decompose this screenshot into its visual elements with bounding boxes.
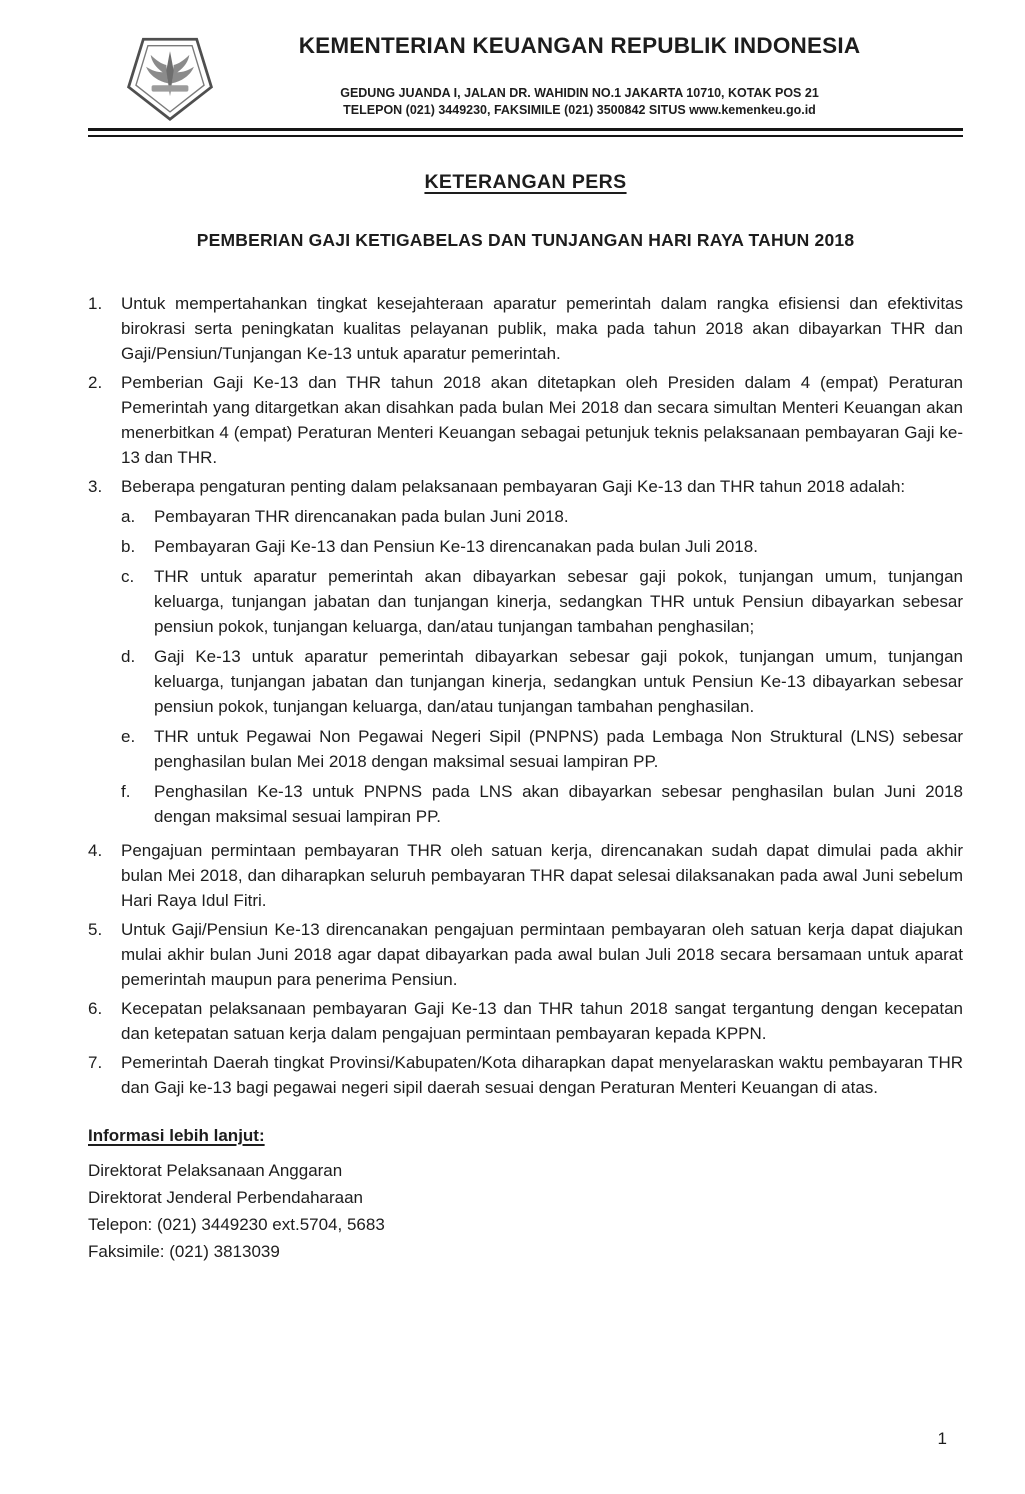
- document-title: KETERANGAN PERS: [424, 171, 627, 193]
- contact-line: Faksimile: (021) 3813039: [88, 1242, 280, 1261]
- list-item-marker: 2.: [88, 373, 103, 392]
- sub-list-item: [121, 504, 963, 529]
- list-item: [88, 917, 963, 992]
- list-item-marker: 6.: [88, 999, 103, 1018]
- list-item-marker: 5.: [88, 920, 103, 939]
- sub-item-text: THR untuk aparatur pemerintah akan dibayarkan sebesar gaji pokok, tunjangan umum, tunjangan keluarga, tunjangan jabatan dan tunjangan kinerja, sedangkan THR untuk Pensiun dibayarkan sebesar pensiun pokok, tunjangan keluarga, dan/atau tunjangan tambahan penghasilan;: [154, 567, 963, 636]
- sub-item-text: THR untuk Pegawai Non Pegawai Negeri Sipil (PNPNS) pada Lembaga Non Struktural (LNS) sebesar penghasilan bulan Mei 2018 dengan maksimal sesuai lampiran PP.: [154, 727, 963, 771]
- list-item-text: Pemberian Gaji Ke-13 dan THR tahun 2018 akan ditetapkan oleh Presiden dalam 4 (empat) Peraturan Pemerintah yang ditargetkan akan disahkan pada bulan Mei 2018 dan secara simultan Menteri Keuangan akan menerbitkan 4 (empat) Peraturan Menteri Keuangan sebagai petunjuk teknis pelaksanaan pembayaran Gaji ke-13 dan THR.: [121, 373, 963, 467]
- address-line-2: TELEPON (021) 3449230, FAKSIMILE (021) 3500842 SITUS www.kemenkeu.go.id: [343, 103, 816, 117]
- contact-line: Direktorat Jenderal Perbendaharaan: [88, 1188, 364, 1207]
- list-item: [88, 996, 963, 1046]
- list-item-text: Untuk mempertahankan tingkat kesejahteraan aparatur pemerintah dalam rangka efisiensi dan efektivitas birokrasi serta peningkatan kualitas pelayanan publik, maka pada tahun 2018 akan dibayarkan THR dan Gaji/Pensiun/Tunjangan Ke-13 untuk aparatur pemerintah.: [121, 294, 963, 363]
- list-item-marker: 4.: [88, 841, 103, 860]
- numbered-list: [88, 291, 963, 1100]
- sub-list-item: [121, 779, 963, 829]
- list-item-marker: 7.: [88, 1053, 103, 1072]
- list-item-marker: 3.: [88, 477, 103, 496]
- kemenkeu-logo-icon: [124, 30, 216, 122]
- sub-item-text: Gaji Ke-13 untuk aparatur pemerintah dibayarkan sebesar gaji pokok, tunjangan umum, tunjangan keluarga, tunjangan jabatan dan tunjangan kinerja, sedangkan untuk Pensiun Ke-13 dibayarkan sebesar pensiun pokok, tunjangan keluarga, dan/atau tunjangan tambahan penghasilan.: [154, 647, 963, 716]
- page-number: 1: [937, 1429, 947, 1448]
- list-item-text: Pemerintah Daerah tingkat Provinsi/Kabupaten/Kota diharapkan dapat menyelaraskan waktu pembayaran THR dan Gaji ke-13 bagi pegawai negeri sipil daerah sesuai dengan Peraturan Menteri Keuangan di atas.: [121, 1053, 963, 1097]
- contact-info-section: [88, 1122, 963, 1265]
- sub-item-text: Pembayaran THR direncanakan pada bulan Juni 2018.: [154, 507, 569, 526]
- list-item-marker: 1.: [88, 294, 103, 313]
- sub-item-text: Penghasilan Ke-13 untuk PNPNS pada LNS akan dibayarkan sebesar penghasilan bulan Juni 2018 dengan maksimal sesuai lampiran PP.: [154, 782, 963, 826]
- contact-heading: Informasi lebih lanjut:: [88, 1126, 265, 1145]
- document-subtitle: PEMBERIAN GAJI KETIGABELAS DAN TUNJANGAN HARI RAYA TAHUN 2018: [196, 230, 855, 250]
- list-item-text: Untuk Gaji/Pensiun Ke-13 direncanakan pengajuan permintaan pembayaran oleh satuan kerja dapat diajukan mulai akhir bulan Juni 2018 agar dapat dibayarkan pada awal bulan Juli 2018 secara bersamaan untuk aparat pemerintah maupun para penerima Pensiun.: [121, 920, 963, 989]
- list-item-text: Beberapa pengaturan penting dalam pelaksanaan pembayaran Gaji Ke-13 dan THR tahun 2018 adalah:: [121, 477, 906, 496]
- sub-list-item: [121, 534, 963, 559]
- address-line-1: GEDUNG JUANDA I, JALAN DR. WAHIDIN NO.1 JAKARTA 10710, KOTAK POS 21: [340, 86, 819, 100]
- contact-line: Telepon: (021) 3449230 ext.5704, 5683: [88, 1215, 385, 1234]
- ministry-name: KEMENTERIAN KEUANGAN REPUBLIK INDONESIA: [298, 33, 861, 58]
- list-item: [88, 1050, 963, 1100]
- lettered-sublist: [121, 504, 963, 829]
- letterhead: [88, 30, 963, 122]
- sub-item-marker: d.: [121, 647, 136, 666]
- list-item: [88, 370, 963, 470]
- header-divider: [88, 128, 963, 137]
- sub-list-item: [121, 724, 963, 774]
- sub-item-marker: b.: [121, 537, 136, 556]
- list-item: [88, 291, 963, 366]
- list-item-text: Kecepatan pelaksanaan pembayaran Gaji Ke-13 dan THR tahun 2018 sangat tergantung dengan kecepatan dan ketepatan satuan kerja dalam pengajuan permintaan pembayaran kepada KPPN.: [121, 999, 963, 1043]
- sub-item-marker: e.: [121, 727, 136, 746]
- sub-item-marker: f.: [121, 782, 131, 801]
- sub-list-item: [121, 564, 963, 639]
- list-item-text: Pengajuan permintaan pembayaran THR oleh satuan kerja, direncanakan sudah dapat dimulai pada akhir bulan Mei 2018, dan diharapkan seluruh pembayaran THR dapat selesai dilaksanakan pada awal Juni sebelum Hari Raya Idul Fitri.: [121, 841, 963, 910]
- document-body: [88, 171, 963, 1265]
- list-item: [88, 838, 963, 913]
- sub-list-item: [121, 644, 963, 719]
- sub-item-marker: a.: [121, 507, 136, 526]
- contact-line: Direktorat Pelaksanaan Anggaran: [88, 1161, 343, 1180]
- sub-item-text: Pembayaran Gaji Ke-13 dan Pensiun Ke-13 direncanakan pada bulan Juli 2018.: [154, 537, 758, 556]
- letterhead-text: [216, 33, 963, 119]
- sub-item-marker: c.: [121, 567, 135, 586]
- list-item: [88, 474, 963, 834]
